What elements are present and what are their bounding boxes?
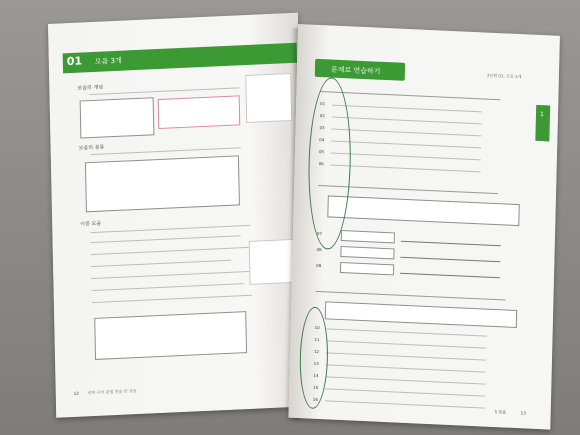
text-line xyxy=(89,87,239,95)
answer-line xyxy=(400,257,500,263)
instruction-line xyxy=(320,91,500,100)
question-line xyxy=(325,376,485,384)
left-header-title: 모음 3개 xyxy=(94,56,122,66)
question-number: 05 xyxy=(318,148,325,155)
open-workbook xyxy=(40,24,560,424)
question-line xyxy=(327,328,487,336)
right-page-number: 13 xyxy=(520,410,526,416)
text-line xyxy=(92,295,252,303)
question-number: 08 xyxy=(316,246,322,253)
question-number: 04 xyxy=(319,136,325,143)
margin-note xyxy=(245,73,292,123)
question-number: 02 xyxy=(319,113,325,119)
right-header-title: 문제로 연습하기 xyxy=(330,65,381,76)
left-page-number: 12 xyxy=(73,390,79,396)
question-line xyxy=(325,400,485,408)
text-line xyxy=(91,260,231,267)
note-box xyxy=(158,95,241,129)
question-number: 14 xyxy=(313,372,319,379)
question-line xyxy=(332,117,482,125)
right-page xyxy=(288,24,560,430)
question-line xyxy=(331,165,481,173)
question-number: 03 xyxy=(319,125,325,131)
left-section-1: 모음의 개념 xyxy=(77,84,104,92)
right-top-label: 2단원 01. 모음 3개 xyxy=(486,72,522,80)
word-bank-box xyxy=(327,195,519,226)
pen-circle-annotation xyxy=(299,306,329,409)
question-line xyxy=(326,364,486,372)
question-number: 16 xyxy=(312,396,318,403)
question-number: 10 xyxy=(314,324,320,331)
left-header-tag: 01 xyxy=(66,54,83,69)
text-line xyxy=(91,247,249,255)
diagram-box xyxy=(80,97,155,138)
answer-box xyxy=(340,246,394,259)
word-bank-box xyxy=(325,301,517,328)
side-tab-label: 1 xyxy=(539,111,544,119)
question-line xyxy=(331,141,481,149)
question-number: 13 xyxy=(313,360,319,367)
text-line xyxy=(90,225,250,233)
text-line xyxy=(91,147,241,155)
text-line xyxy=(92,283,244,291)
question-number: 11 xyxy=(314,336,320,343)
question-number: 06 xyxy=(318,160,324,167)
question-line xyxy=(326,352,486,360)
left-page xyxy=(48,13,306,418)
answer-line xyxy=(401,241,501,247)
text-line xyxy=(91,235,241,243)
question-line xyxy=(331,153,481,161)
question-line xyxy=(326,340,486,348)
text-line xyxy=(91,271,251,279)
question-line xyxy=(331,129,481,137)
question-number: 09 xyxy=(316,262,322,269)
left-section-3: 이중 모음 xyxy=(80,220,102,228)
answer-box xyxy=(340,262,394,275)
left-footer: 중학 국어 문법 연습 한 걸음 xyxy=(87,388,137,396)
vowel-table xyxy=(85,155,240,212)
question-number: 12 xyxy=(313,348,320,355)
question-line xyxy=(325,388,485,396)
example-box xyxy=(94,311,247,360)
question-line xyxy=(332,105,482,113)
pen-circle-annotation xyxy=(307,77,353,251)
answer-line xyxy=(400,273,500,279)
left-section-2: 모음의 분류 xyxy=(78,144,105,152)
answer-box xyxy=(341,230,395,243)
right-chapter-label: 1 음운 xyxy=(494,409,507,415)
question-number: 07 xyxy=(316,230,323,237)
question-number: 15 xyxy=(313,384,319,391)
margin-note xyxy=(249,239,296,285)
instruction-line xyxy=(315,291,505,301)
question-number: 01 xyxy=(320,101,326,107)
